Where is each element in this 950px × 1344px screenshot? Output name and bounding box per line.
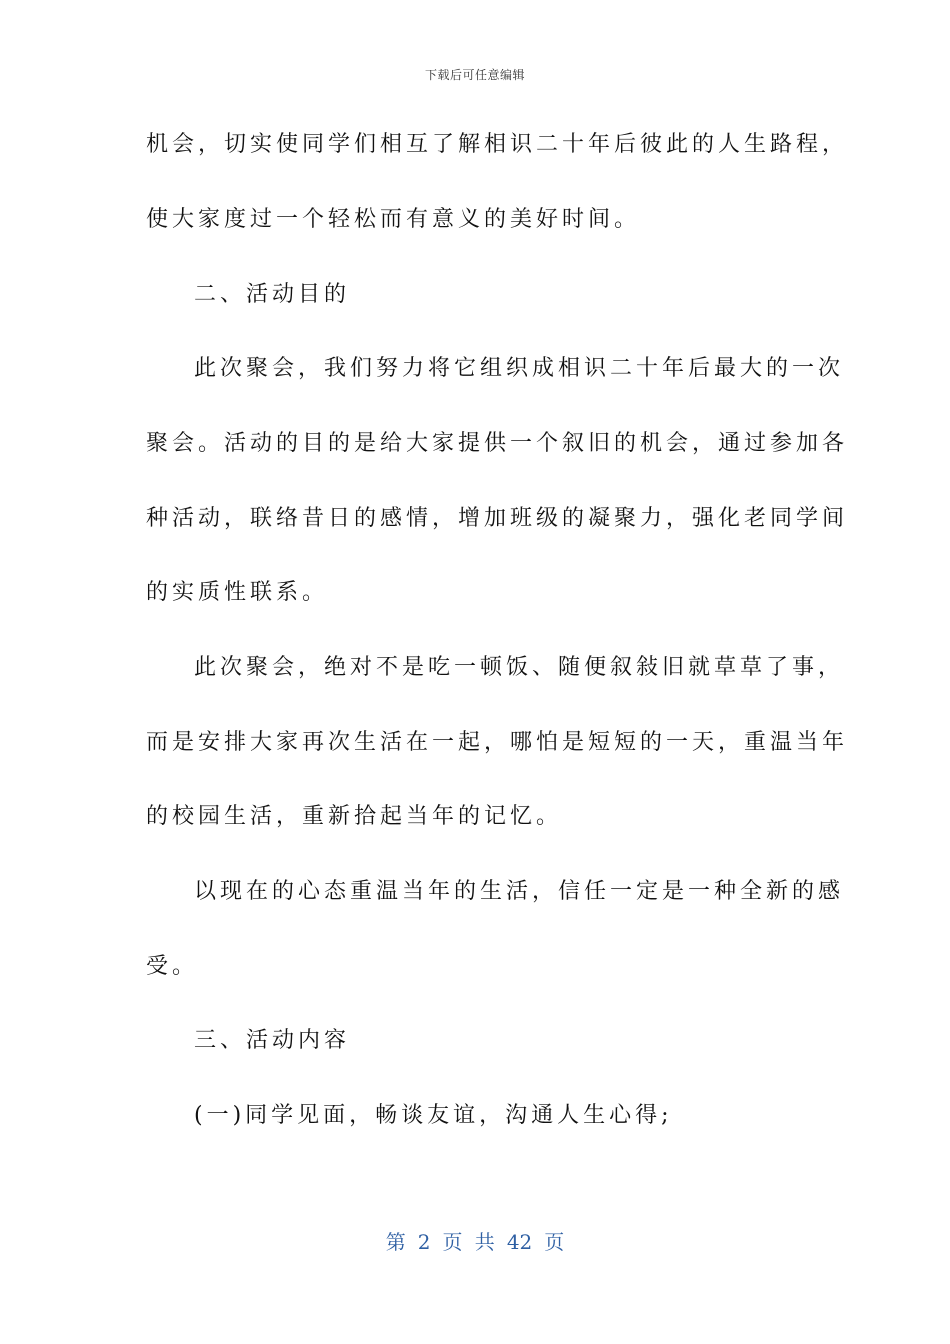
page-footer: [0, 1226, 950, 1255]
body-line: 此次聚会，我们努力将它组织成相识二十年后最大的一次: [194, 356, 845, 381]
body-line: 而是安排大家再次生活在一起，哪怕是短短的一天，重温当年: [146, 730, 849, 755]
body-line: 使大家度过一个轻松而有意义的美好时间。: [146, 207, 641, 232]
body-line: 机会，切实使同学们相互了解相识二十年后彼此的人生路程，: [146, 132, 849, 157]
footer-mid: 页 共: [442, 1230, 495, 1254]
current-page-number: 2: [417, 1230, 431, 1254]
footer-prefix: 第: [385, 1230, 406, 1254]
body-line: 以现在的心态重温当年的生活，信任一定是一种全新的感: [194, 879, 845, 904]
body-line: 种活动，联络昔日的感情，增加班级的凝聚力，强化老同学间: [146, 506, 849, 531]
body-line: 的校园生活，重新拾起当年的记忆。: [146, 804, 563, 829]
body-line: 聚会。活动的目的是给大家提供一个叙旧的机会，通过参加各: [146, 431, 849, 456]
body-line: 受。: [146, 954, 199, 979]
footer-suffix: 页: [544, 1230, 565, 1254]
body-line: 的实质性联系。: [146, 580, 329, 605]
section-heading: 二、活动目的: [194, 282, 351, 307]
total-pages-number: 42: [506, 1230, 533, 1254]
page-header: 下载后可任意编辑: [424, 68, 525, 82]
body-line: 此次聚会，绝对不是吃一顿饭、随便叙敍旧就草草了事，: [194, 655, 845, 680]
list-item: (一)同学见面，畅谈友谊，沟通人生心得;: [194, 1103, 673, 1128]
section-heading: 三、活动内容: [194, 1028, 351, 1053]
